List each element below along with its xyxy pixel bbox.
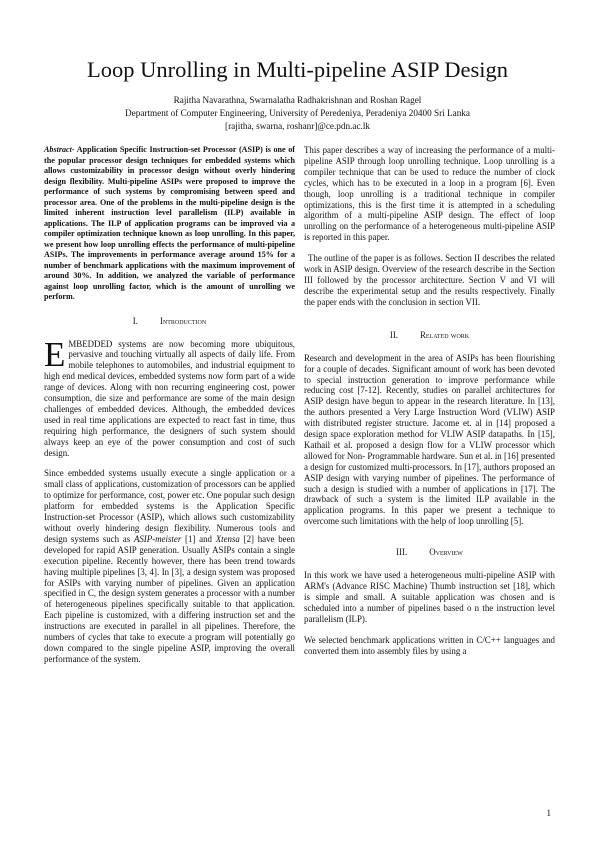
intro-paragraph-2 xyxy=(44,468,295,664)
affiliation: Department of Computer Engineering, University of Peredeniya, Peradeniya 20400 Sri Lanka xyxy=(125,108,470,118)
section-number: II. xyxy=(389,329,398,340)
related-work-paragraph: Research and development in the area of ASIPs has been flourishing for a couple of decades. Significant amount of work has been devoted to special instruction generation to improve performance while reducing cost [7-12]. Recently, studies on parallel architectures for ASIP design have begun to appear in the research literature. In [13], the authors presented a Very Large Instruction Word (VLIW) ASIP with distributed register structure. Jacome et. al in [14] proposed a design space exploration method for VLIW ASIP datapaths. In [15], Kathail et al. proposed a design flow for a VLIW processor which allowed for Non- Programmable hardware. Sun et al. in [16] presented a design for customized multi-processors. In [17], authors proposed an ASIP design with varying number of pipelines. The performance of such a design is studied with a number of applications in [17]. The drawback of such a system is the limited ILP available in the application programs. In this paper we present a technique to overcome such limitations with the help of loop unrolling [5]. xyxy=(304,352,555,527)
right-column xyxy=(304,145,555,657)
section-title: Overview xyxy=(429,547,463,558)
page-number: 1 xyxy=(546,808,551,818)
section-number: I. xyxy=(132,315,138,326)
intro-paragraph-3: This paper describes a way of increasing the performance of a multi-pipeline ASIP through loop unrolling technique. Loop unrolling is a compiler technique that can be used to reduce the number of clock cycles, which has to be executed in a loop in a program [6]. Even though, loop unrolling is a traditional technique in compiler optimizations, this is the first time it is attempted in a scheduling algorithm of a multi-pipeline ASIP design. The effect of loop unrolling on the performance of a heterogeneous multi-pipeline ASIP is reported in this paper. xyxy=(304,145,555,243)
intro-p2-text-a: Since embedded systems usually execute a single application or a small class of applications, customization of processors can be applied to optimize for performance, cost, power etc. One popular such design platform for embedded systems is the Application Specific Instruction-set Processor (ASIP), which allows such customizability without overly hindering design flexibility. Numerous tools and design systems such as xyxy=(44,468,295,544)
abstract xyxy=(44,145,295,303)
author-list: Rajitha Navarathna, Swarnalatha Radhakrishnan and Roshan Ragel xyxy=(173,95,422,105)
tool-name-xtensa: Xtensa xyxy=(215,533,240,544)
abstract-lead: Abstract- xyxy=(44,145,75,154)
intro-paragraph-1-text: MBEDDED systems are now becoming more ubiquitous, pervasive and touching virtually all aspects of daily life. From mobile telephones to automobiles, and industrial equipment to high end medical devices, embedded systems now form part of a wide range of devices. Along with non recurring engineering cost, power consumption, die size and performance are some of the main design challenges of embedded devices. Although, the embedded devices used in real time applications are expected to react fast in time, thus requiring high performance, the designers of such system should always keep an eye of the power consumption and cost of such design. xyxy=(44,338,295,458)
author-email: [rajitha, swarna, roshanr]@ce.pdn.ac.lk xyxy=(225,121,370,131)
drop-cap: E xyxy=(44,334,66,374)
section-heading-introduction xyxy=(44,316,295,327)
section-number: III. xyxy=(396,547,408,558)
section-title: Related work xyxy=(420,329,470,340)
outline-paragraph: The outline of the paper is as follows. Section II describes the related work in ASIP design. Overview of the research describe in the Section III followed by the processor architecture. Section V and VI will describe the experimental setup and the results respectively. Finally the paper ends with the conclusion in section VII. xyxy=(304,253,555,307)
overview-paragraph-1: In this work we have used a heterogeneous multi-pipeline ASIP with ARM's (Advance RISC Machine) Thumb instruction set [18], which is simple and small. A suitable application was chosen and is scheduled into a number of pipelines based o n the instruction level parallelism (ILP). xyxy=(304,570,555,624)
section-title: Introduction xyxy=(159,315,207,326)
intro-p2-text-c: [2] have been developed for rapid ASIP generation. Usually ASIPs contain a single execution pipeline. Recently however, there has been trend towards having multiple pipelines [3, 4]. In [3], a design system was proposed for ASIPs with varying number of pipelines. Given an application specified in C, the design system generates a processor with a number of heterogeneous pipelines specifically suitable to that application. Each pipeline is customized, with a differing instruction set and the instructions are executed in parallel in all pipelines. Therefore, the numbers of cycles that take to execute a program will potentially go down compared to the single pipeline ASIP, improving the overall performance of the system. xyxy=(44,533,295,664)
section-heading-overview xyxy=(304,547,555,558)
section-heading-related-work xyxy=(304,330,555,341)
tool-name-asip-meister: ASIP-meister xyxy=(133,533,182,544)
abstract-body: Application Specific Instruction-set Processor (ASIP) is one of the popular processor design techniques for embedded systems which allows customizability in processor design without overly hindering design flexibility. Multi-pipeline ASIPs were proposed to improve the performance of such systems by compromising between speed and processor area. One of the problems in the multi-pipeline design is the limited inherent instruction level parallelism (ILP) available in applications. The ILP of application programs can be improved via a compiler optimization technique known as loop unrolling. In this paper, we present how loop unrolling effects the performance of multi-pipeline ASIPs. The improvements in performance average around 15% for a number of benchmark applications with the maximum improvement of around 30%. In addition, we analyzed the variable of performance against loop unrolling factor, which is the amount of unrolling we perform. xyxy=(44,145,295,301)
overview-paragraph-2: We selected benchmark applications written in C/C++ languages and converted them into assembly files by using a xyxy=(304,634,555,656)
left-column xyxy=(44,145,295,665)
intro-paragraph-1 xyxy=(44,334,295,459)
paper-title: Loop Unrolling in Multi-pipeline ASIP Design xyxy=(86,57,509,82)
intro-p2-text-b: [1] and xyxy=(181,533,216,544)
